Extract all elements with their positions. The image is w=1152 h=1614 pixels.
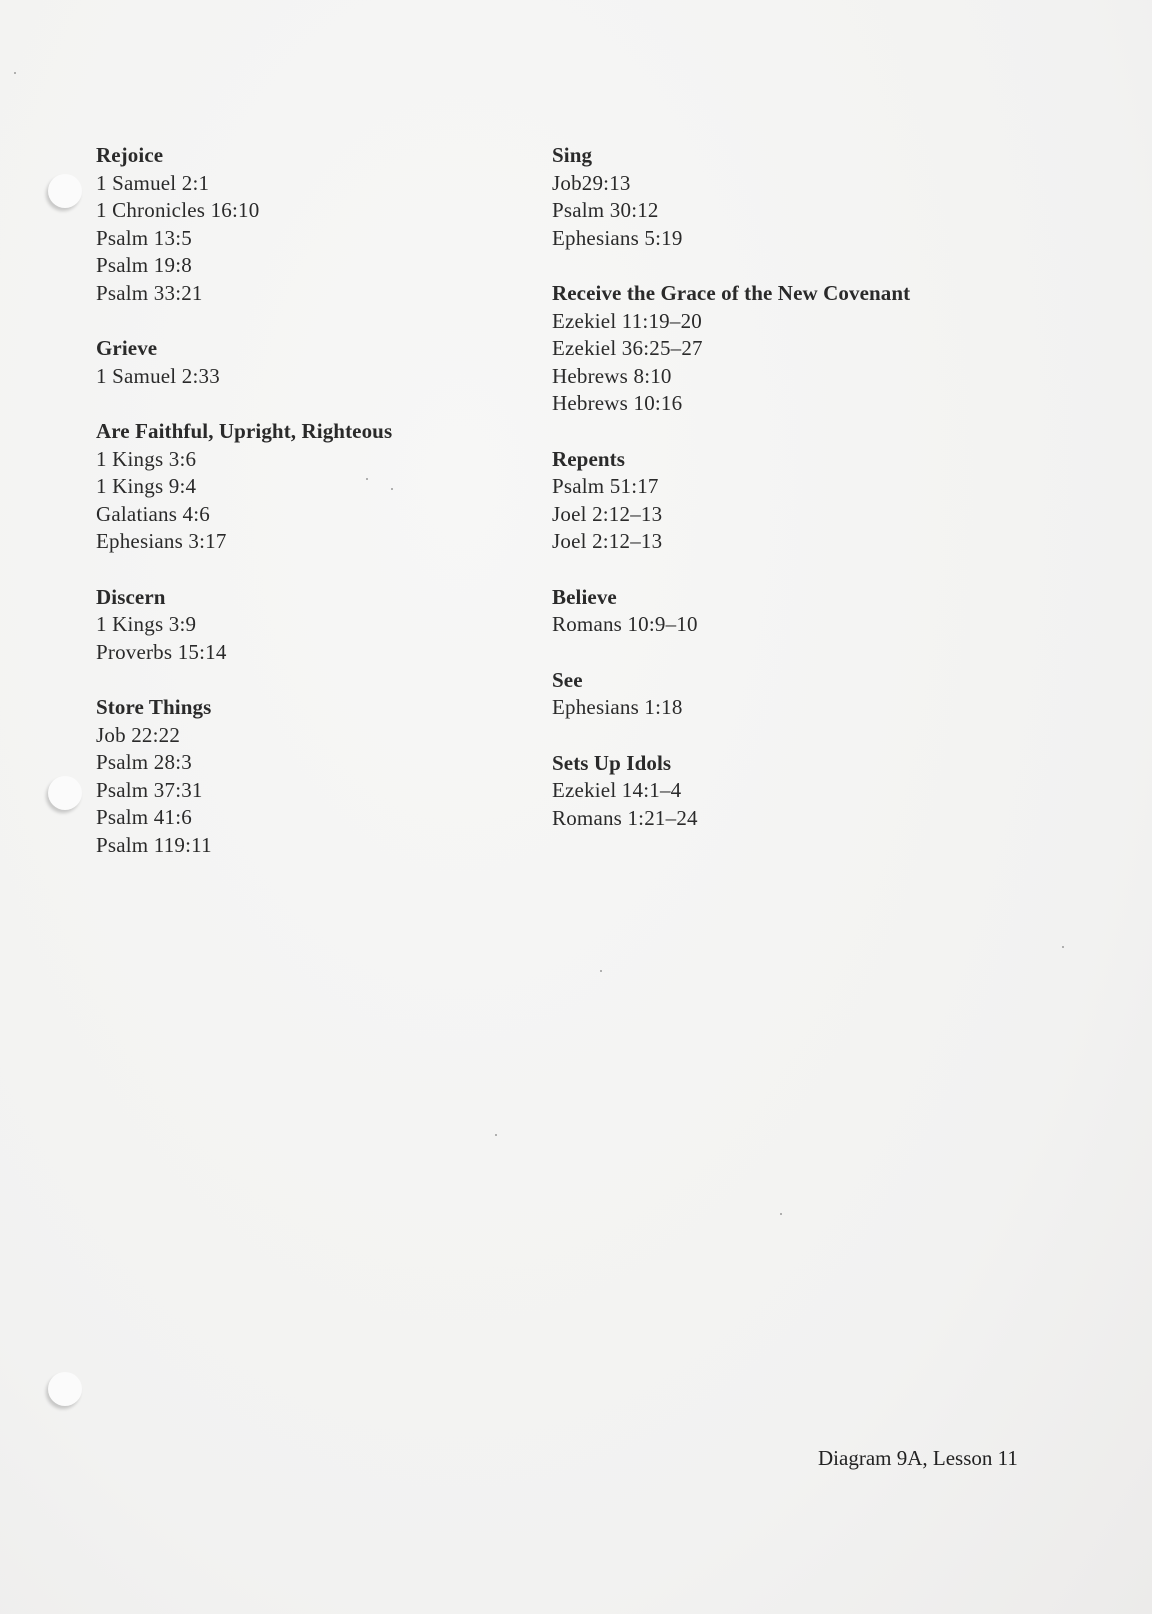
topic-heading: Discern bbox=[96, 584, 166, 609]
topic-section bbox=[552, 584, 1092, 639]
scripture-reference: Romans 10:9–10 bbox=[552, 612, 698, 636]
punch-hole-top bbox=[48, 174, 82, 208]
topic-heading: Are Faithful, Upright, Righteous bbox=[96, 419, 393, 443]
topic-section bbox=[552, 446, 1092, 556]
paper-speck bbox=[780, 1213, 782, 1215]
scripture-reference: 1 Samuel 2:33 bbox=[96, 363, 220, 388]
left-column bbox=[96, 142, 516, 887]
topic-section bbox=[552, 750, 1092, 833]
scripture-reference: Hebrews 10:16 bbox=[552, 391, 683, 415]
punch-hole-bottom bbox=[48, 1372, 82, 1406]
topic-section bbox=[96, 694, 516, 859]
scripture-reference: Ephesians 3:17 bbox=[96, 529, 227, 553]
topic-section bbox=[552, 667, 1092, 722]
scripture-reference: Romans 1:21–24 bbox=[552, 805, 698, 830]
topic-section bbox=[96, 418, 516, 556]
scripture-reference: Psalm 33:21 bbox=[96, 280, 203, 305]
scripture-reference: Proverbs 15:14 bbox=[96, 639, 227, 664]
scripture-reference: 1 Kings 3:6 bbox=[96, 446, 197, 471]
scripture-reference: Joel 2:12–13 bbox=[552, 501, 663, 526]
scripture-reference: Ezekiel 36:25–27 bbox=[552, 336, 703, 360]
paper-speck bbox=[495, 1134, 497, 1136]
scripture-reference: 1 Chronicles 16:10 bbox=[96, 198, 260, 222]
scripture-reference: 1 Kings 9:4 bbox=[96, 474, 197, 498]
diagram-caption: Diagram 9A, Lesson 11 bbox=[818, 1446, 1018, 1470]
scripture-reference: Psalm 41:6 bbox=[96, 805, 192, 829]
topic-heading: Rejoice bbox=[96, 143, 164, 167]
scripture-reference: Ezekiel 11:19–20 bbox=[552, 308, 702, 333]
topic-heading: Sing bbox=[552, 143, 593, 167]
punch-hole-middle bbox=[48, 776, 82, 810]
topic-heading: See bbox=[552, 667, 583, 692]
scripture-reference: Psalm 51:17 bbox=[552, 474, 659, 498]
scripture-reference: 1 Kings 3:9 bbox=[96, 612, 197, 636]
topic-heading: Sets Up Idols bbox=[552, 750, 672, 775]
scripture-reference: Psalm 13:5 bbox=[96, 225, 192, 250]
scripture-reference: Ezekiel 14:1–4 bbox=[552, 778, 682, 802]
topic-section bbox=[96, 142, 516, 307]
paper-speck bbox=[14, 72, 16, 74]
scripture-reference: Job29:13 bbox=[552, 170, 631, 195]
right-column bbox=[552, 142, 1092, 860]
scripture-reference: Ephesians 5:19 bbox=[552, 225, 683, 250]
topic-section bbox=[552, 280, 1092, 418]
scripture-reference: Job 22:22 bbox=[96, 722, 181, 747]
scripture-reference: Hebrews 8:10 bbox=[552, 363, 672, 388]
scripture-reference: Psalm 37:31 bbox=[96, 777, 203, 802]
paper-speck bbox=[600, 970, 602, 972]
topic-section bbox=[96, 335, 516, 390]
topic-heading: Believe bbox=[552, 584, 617, 609]
topic-heading: Receive the Grace of the New Covenant bbox=[552, 281, 911, 305]
scripture-reference: Ephesians 1:18 bbox=[552, 695, 683, 719]
scripture-reference: Psalm 19:8 bbox=[96, 253, 192, 277]
scripture-reference: Galatians 4:6 bbox=[96, 501, 210, 526]
scripture-reference: Psalm 28:3 bbox=[96, 750, 192, 774]
topic-section bbox=[96, 584, 516, 667]
scripture-reference: Psalm 119:11 bbox=[96, 832, 212, 857]
scripture-reference: Joel 2:12–13 bbox=[552, 529, 663, 553]
topic-heading: Grieve bbox=[96, 336, 158, 360]
topic-heading: Store Things bbox=[96, 695, 212, 719]
scripture-reference: Psalm 30:12 bbox=[552, 198, 659, 222]
topic-section bbox=[552, 142, 1092, 252]
scripture-reference: 1 Samuel 2:1 bbox=[96, 170, 210, 195]
paper-speck bbox=[1062, 946, 1064, 948]
topic-heading: Repents bbox=[552, 446, 626, 471]
